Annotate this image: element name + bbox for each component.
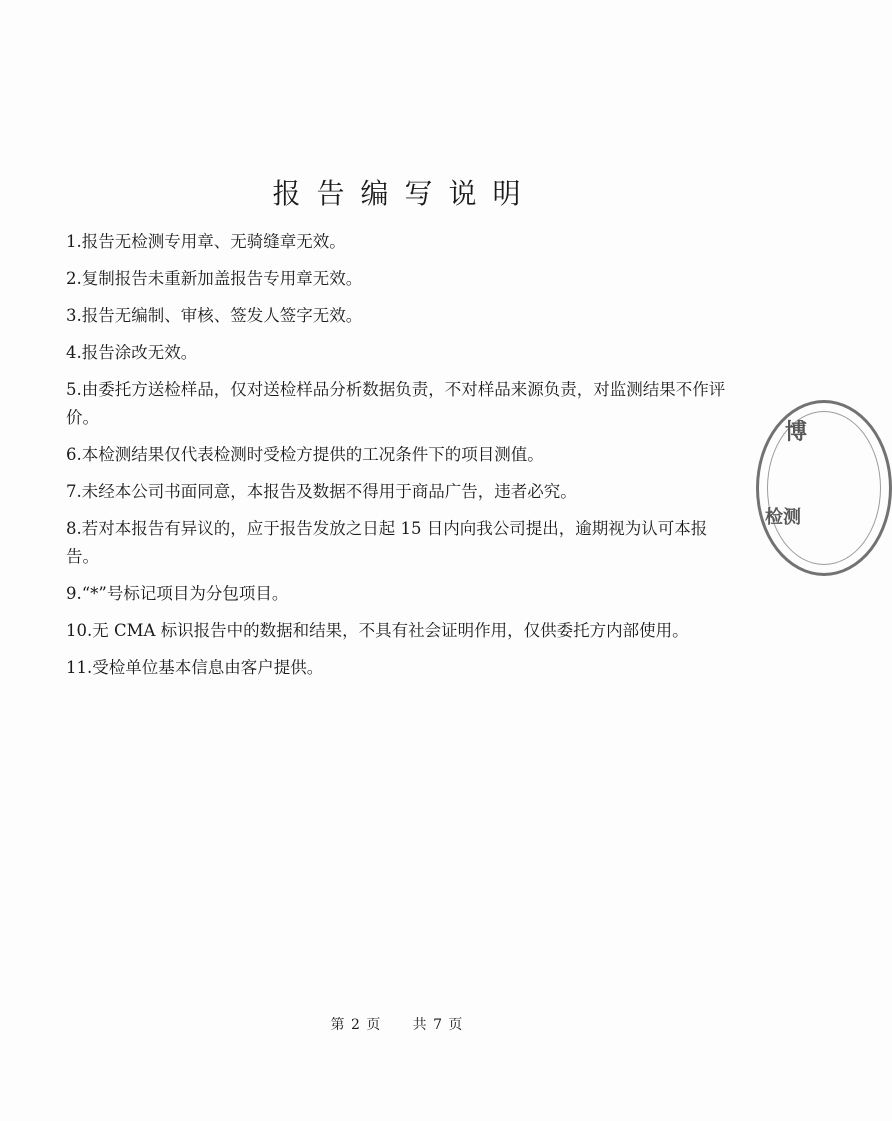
page-title: 报告编写说明 [272, 177, 537, 210]
seal-text-bottom: 检测 [765, 507, 801, 528]
note-item: 2.复制报告未重新加盖报告专用章无效。 [66, 269, 363, 288]
note-item: 3.报告无编制、审核、签发人签字无效。 [66, 306, 363, 325]
note-item: 10.无 CMA 标识报告中的数据和结果，不具有社会证明作用，仅供委托方内部使用。 [66, 621, 689, 640]
note-item: 8.若对本报告有异议的，应于报告发放之日起 15 日内向我公司提出，逾期视为认可本报告。 [66, 519, 708, 566]
page-footer [0, 1014, 793, 1034]
seal-text-top: 博 [785, 420, 808, 445]
seam-seal-stamp [756, 400, 892, 576]
page-number: 第 2 页 [330, 1017, 381, 1033]
note-item: 7.未经本公司书面同意，本报告及数据不得用于商品广告，违者必究。 [66, 482, 577, 501]
note-item: 11.受检单位基本信息由客户提供。 [66, 658, 324, 677]
note-item: 6.本检测结果仅代表检测时受检方提供的工况条件下的项目测值。 [66, 445, 544, 464]
note-item: 5.由委托方送检样品，仅对送检样品分析数据负责，不对样品来源负责，对监测结果不作评价。 [66, 380, 726, 427]
note-item: 9.“*”号标记项目为分包项目。 [66, 584, 289, 603]
page-total: 共 7 页 [412, 1017, 463, 1033]
note-item: 4.报告涂改无效。 [66, 343, 198, 362]
note-item: 1.报告无检测专用章、无骑缝章无效。 [66, 232, 346, 251]
notes-list [66, 228, 730, 691]
